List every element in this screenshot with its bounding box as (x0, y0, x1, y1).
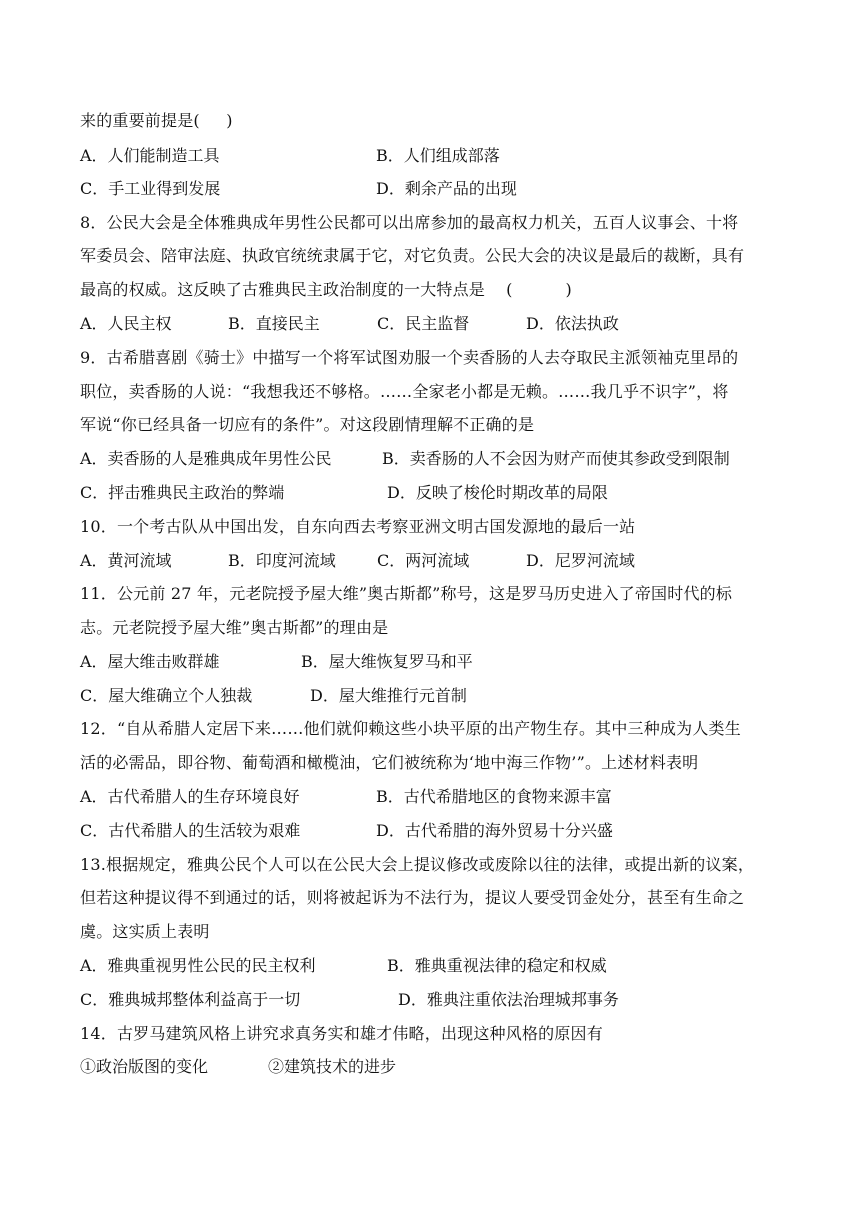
q11-option-d[interactable]: D．屋大维推行元首制 (310, 686, 467, 705)
q10-option-b[interactable]: B．印度河流域 (228, 551, 336, 570)
q13-option-a[interactable]: A．雅典重视男性公民的民主权利 (80, 956, 316, 975)
q11-stem-line-2: 志。元老院授予屋大维”奥古斯都”的理由是 (80, 618, 389, 637)
q7-option-a[interactable]: A．人们能制造工具 (80, 146, 220, 165)
q7-option-c[interactable]: C．手工业得到发展 (80, 179, 221, 198)
q12-option-d[interactable]: D．古代希腊的海外贸易十分兴盛 (376, 821, 613, 840)
q8-option-c[interactable]: C．民主监督 (377, 314, 470, 333)
q13-option-b[interactable]: B．雅典重视法律的稳定和权威 (387, 956, 607, 975)
q9-stem-line-3: 军说“你已经具备一切应有的条件”。对这段剧情理解不正确的是 (80, 415, 535, 434)
q14-statement-1: ①政治版图的变化 (80, 1057, 209, 1076)
q14-statement-2: ②建筑技术的进步 (268, 1057, 397, 1076)
q12-stem-line-1: 12．“自从希腊人定居下来……他们就仰赖这些小块平原的出产物生存。其中三种成为人类生 (80, 719, 741, 738)
q8-stem-line-2: 军委员会、陪审法庭、执政官统统隶属于它，对它负责。公民大会的决议是最后的裁断，具有 (80, 246, 745, 265)
q7-option-d[interactable]: D．剩余产品的出现 (376, 179, 517, 198)
q9-option-a[interactable]: A．卖香肠的人是雅典成年男性公民 (80, 449, 332, 468)
q11-option-b[interactable]: B．屋大维恢复罗马和平 (301, 652, 473, 671)
q7-stem: 来的重要前提是( ) (80, 111, 233, 130)
q10-option-c[interactable]: C．两河流域 (377, 551, 470, 570)
q10-stem: 10．一个考古队从中国出发，自东向西去考察亚洲文明古国发源地的最后一站 (80, 517, 636, 536)
q13-option-d[interactable]: D．雅典注重依法治理城邦事务 (398, 990, 619, 1009)
q13-stem-line-3: 虞。这实质上表明 (80, 922, 210, 941)
q9-stem-line-2: 职位，卖香肠的人说：“我想我还不够格。……全家老小都是无赖。……我几乎不识字”，将 (80, 382, 729, 401)
q14-statements-row (80, 1057, 397, 1137)
q9-option-d[interactable]: D．反映了梭伦时期改革的局限 (387, 483, 608, 502)
q10-option-a[interactable]: A．黄河流域 (80, 551, 172, 570)
q9-stem-line-1: 9．古希腊喜剧《骑士》中描写一个将军试图劝服一个卖香肠的人去夺取民主派领袖克里昂的 (80, 348, 739, 367)
q12-option-b[interactable]: B．古代希腊地区的食物来源丰富 (376, 787, 612, 806)
q8-option-d[interactable]: D．依法执政 (526, 314, 619, 333)
q13-stem-line-1: 13.根据规定，雅典公民个人可以在公民大会上提议修改或废除以往的法律，或提出新的议案， (80, 855, 755, 874)
q9-option-b[interactable]: B．卖香肠的人不会因为财产而使其参政受到限制 (382, 449, 730, 468)
q10-option-d[interactable]: D．尼罗河流域 (526, 551, 635, 570)
q12-option-a[interactable]: A．古代希腊人的生存环境良好 (80, 787, 300, 806)
q8-option-a[interactable]: A．人民主权 (80, 314, 172, 333)
q11-option-a[interactable]: A．屋大维击败群雄 (80, 652, 220, 671)
q9-option-c[interactable]: C．抨击雅典民主政治的弊端 (80, 483, 285, 502)
q13-option-c[interactable]: C．雅典城邦整体利益高于一切 (80, 990, 301, 1009)
q8-option-b[interactable]: B．直接民主 (228, 314, 320, 333)
q7-option-b[interactable]: B．人们组成部落 (376, 146, 500, 165)
q11-stem-line-1: 11．公元前 27 年，元老院授予屋大维”奥古斯都”称号，这是罗马历史进入了帝国时代的标 (80, 584, 733, 603)
q12-stem-line-2: 活的必需品，即谷物、葡萄酒和橄榄油，它们被统称为‘地中海三作物’”。上述材料表明 (80, 753, 699, 772)
q11-option-c[interactable]: C．屋大维确立个人独裁 (80, 686, 253, 705)
q12-option-c[interactable]: C．古代希腊人的生活较为艰难 (80, 821, 301, 840)
q13-stem-line-2: 但若这种提议得不到通过的话，则将被起诉为不法行为，提议人要受罚金处分，甚至有生命之 (80, 888, 745, 907)
q8-stem-line-3: 最高的权威。这反映了古雅典民主政治制度的一大特点是 ( ) (80, 280, 572, 299)
q14-stem: 14．古罗马建筑风格上讲究求真务实和雄才伟略，出现这种风格的原因有 (80, 1024, 603, 1043)
q8-stem-line-1: 8．公民大会是全体雅典成年男性公民都可以出席参加的最高权力机关，五百人议事会、十将 (80, 213, 739, 232)
